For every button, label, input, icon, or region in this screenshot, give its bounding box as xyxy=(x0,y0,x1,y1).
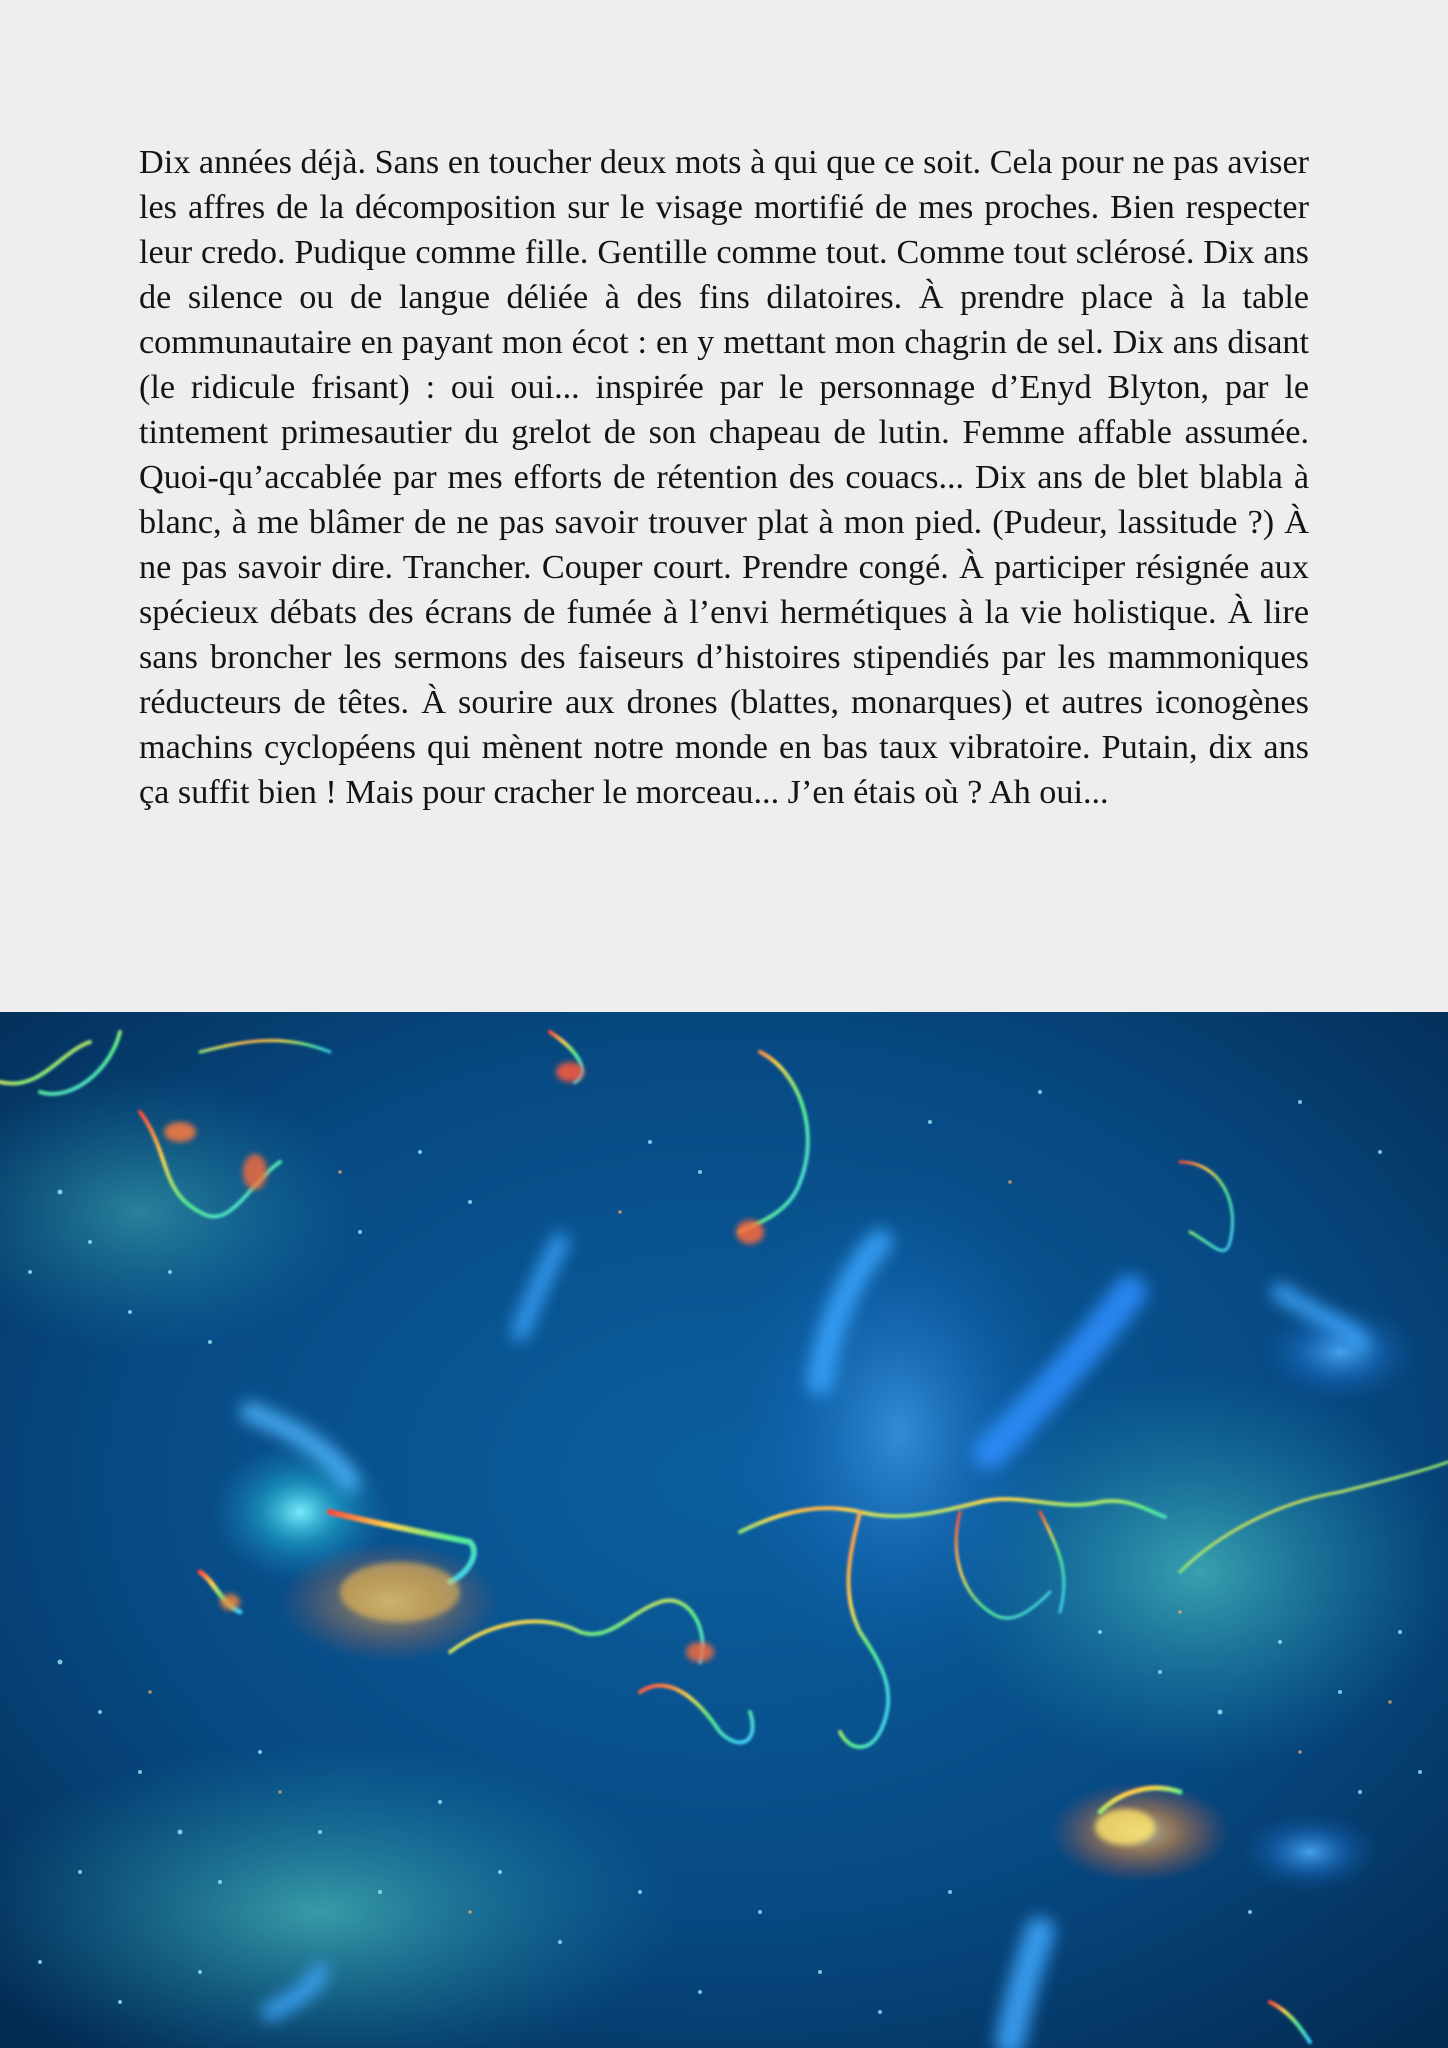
photo-illustration xyxy=(0,1012,1448,2048)
body-paragraph: Dix années déjà. Sans en toucher deux mots à qui que ce soit. Cela pour ne pas aviser les affres de la décomposition sur le visage mortifié de mes proches. Bien respecter leur credo. Pudique comme fille. Gentille comme tout. Comme tout sclérosé. Dix ans de silence ou de langue déliée à des fins dilatoires. À prendre place à la table communautaire en payant mon écot : en y mettant mon chagrin de sel. Dix ans disant (le ridicule frisant) : oui oui... inspirée par le personnage d’Enyd Blyton, par le tintement primesautier du grelot de son chapeau de lutin. Femme affable assumée. Quoi-qu’accablée par mes efforts de rétention des couacs... Dix ans de blet blabla à blanc, à me blâmer de ne pas savoir trouver plat à mon pied. (Pudeur, lassitude ?) À ne pas savoir dire. Trancher. Couper court. Prendre congé. À participer résignée aux spécieux débats des écrans de fumée à l’envi hermétiques à la vie holistique. À lire sans broncher les sermons des faiseurs d’histoires stipendiés par les mammoniques réducteurs de têtes. À sourire aux drones (blattes, monarques) et autres iconogènes machins cyclopéens qui mènent notre monde en bas taux vibratoire. Putain, dix ans ça suffit bien ! Mais pour cracher le morceau... J’en étais où ? Ah oui... xyxy=(139,144,1309,811)
abstract-light-photo xyxy=(0,1012,1448,2048)
